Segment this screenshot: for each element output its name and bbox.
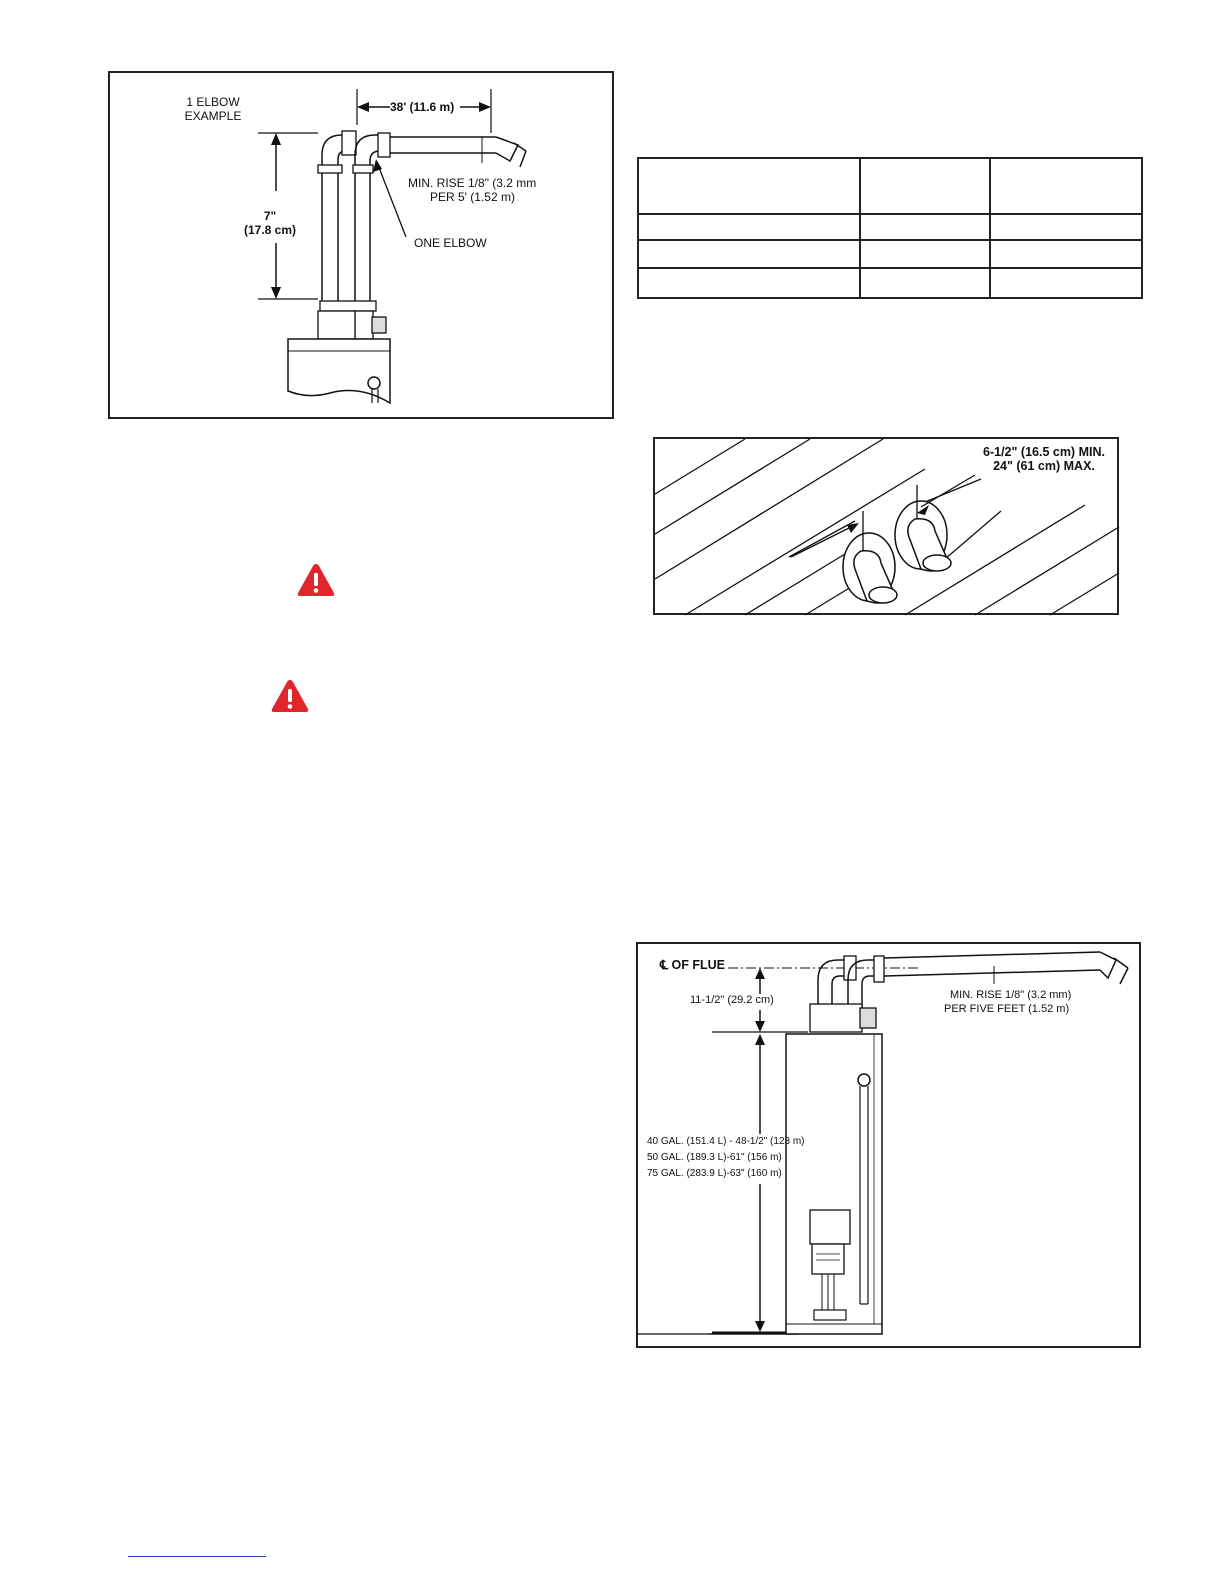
min-rise-line2: PER 5' (1.52 m) (430, 190, 515, 204)
min-rise-line1: MIN. RISE 1/8" (3.2 mm (408, 176, 537, 190)
table-cell (638, 214, 860, 240)
table-cell (990, 214, 1142, 240)
vent-length-table (637, 157, 1143, 299)
warning-icon (270, 678, 310, 714)
horizontal-dimension-label: 38' (11.6 m) (390, 100, 455, 114)
table-row (638, 214, 1142, 240)
table-cell (638, 240, 860, 268)
one-elbow-drawing (110, 73, 616, 421)
tank-height-50-gal: 50 GAL. (189.3 L)-61" (156 m) (647, 1152, 782, 1163)
table-cell (990, 240, 1142, 268)
vertical-dim-line2: (17.8 cm) (243, 223, 297, 237)
spacing-max-label: 24" (61 cm) MAX. (993, 459, 1095, 473)
flue-centerline-label: ℄ OF FLUE (660, 958, 725, 972)
min-rise-label (408, 176, 536, 204)
tank-height-75-gal: 75 GAL. (283.9 L)-63" (160 m) (647, 1168, 782, 1179)
tank-height-40-gal: 40 GAL. (151.4 L) - 48-1/2" (123 m) (647, 1136, 805, 1147)
table-cell (860, 268, 990, 298)
figure-title (168, 95, 258, 123)
table-header-row (638, 158, 1142, 214)
warning-icon (296, 562, 336, 598)
spacing-min-label: 6-1/2" (16.5 cm) MIN. (983, 445, 1105, 459)
one-elbow-label: ONE ELBOW (414, 236, 487, 250)
table-cell (990, 158, 1142, 214)
table-cell (860, 214, 990, 240)
vertical-dimension-label (222, 209, 318, 237)
tank-height-labels (647, 1134, 805, 1182)
water-heater-flue-figure (636, 942, 1141, 1348)
figure-title-line2: EXAMPLE (184, 109, 242, 123)
one-elbow-figure (108, 71, 614, 419)
flue-height-label: 11-1/2" (29.2 cm) (690, 994, 774, 1006)
table-row (638, 240, 1142, 268)
table-cell (860, 158, 990, 214)
footer-link-underline (128, 1556, 266, 1557)
min-rise-line2: PER FIVE FEET (1.52 m) (944, 1003, 1070, 1015)
table-cell (990, 268, 1142, 298)
table-cell (860, 240, 990, 268)
vent-spacing-figure (653, 437, 1119, 615)
table-row (638, 268, 1142, 298)
table-cell (638, 158, 860, 214)
min-rise-line1: MIN. RISE 1/8" (3.2 mm) (950, 989, 1072, 1001)
figure-title-line1: 1 ELBOW (186, 95, 240, 109)
vertical-dim-line1: 7" (263, 209, 277, 223)
spacing-label (969, 445, 1119, 473)
table-cell (638, 268, 860, 298)
min-rise-label (944, 988, 1071, 1016)
